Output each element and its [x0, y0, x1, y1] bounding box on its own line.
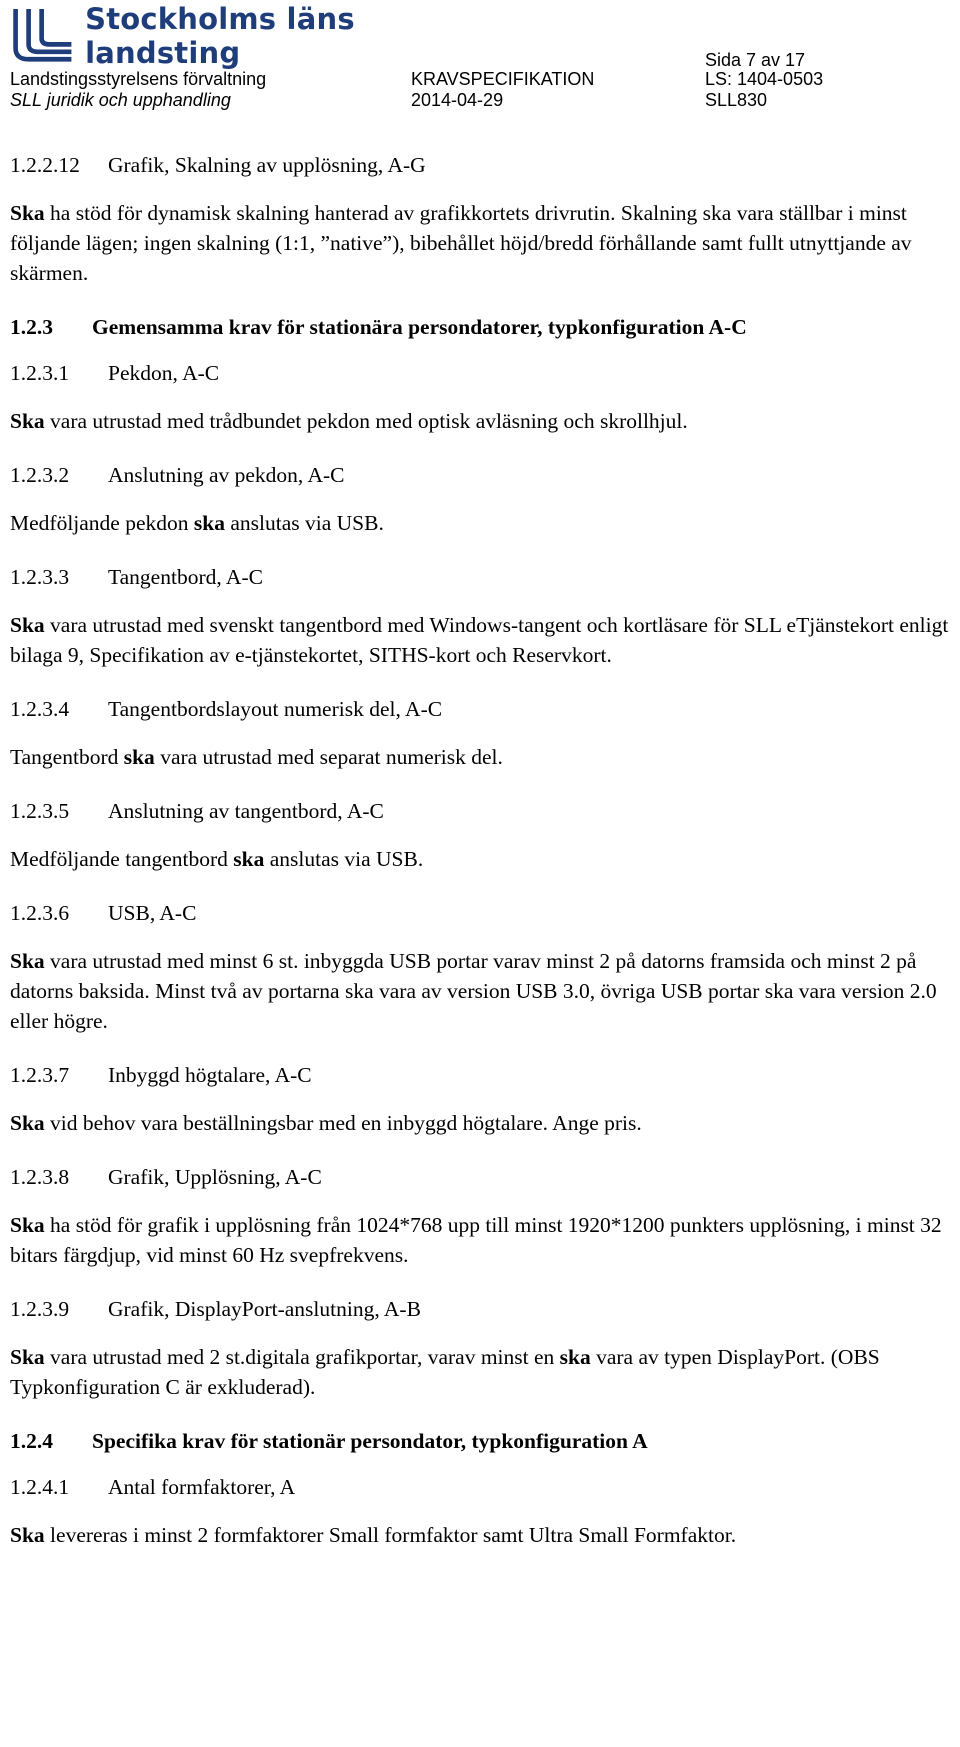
page-number: Sida 7 av 17: [705, 50, 806, 70]
heading-number: 1.2.3: [10, 315, 53, 339]
heading-title: Anslutning av pekdon, A-C: [108, 463, 345, 487]
heading-number: 1.2.3.4: [10, 697, 70, 721]
heading-title: Pekdon, A-C: [108, 361, 220, 385]
document-code: SLL830: [705, 90, 768, 110]
requirement-paragraph: [10, 198, 950, 288]
requirement-text: levereras i minst 2 formfaktorer Small formfaktor samt Ultra Small Formfaktor.: [44, 1523, 737, 1547]
heading-title: Gemensamma krav för stationära persondatorer, typkonfiguration A-C: [92, 315, 747, 339]
heading-title: Specifika krav för stationär persondator, typkonfiguration A: [92, 1429, 648, 1453]
subsection-heading: [10, 1060, 950, 1090]
requirement-paragraph: [10, 406, 950, 436]
heading-title: Grafik, Upplösning, A-C: [108, 1165, 322, 1189]
requirement-keyword: Ska: [10, 949, 45, 973]
requirement-keyword: Ska: [10, 1213, 45, 1237]
requirement-text: vara utrustad med svenskt tangentbord med Windows-tangent och kortläsare för SLL eTjänstekort enligt bilaga 9, Specifikation av e-tjänstekortet, SITHS-kort och Reservkort.: [10, 613, 949, 667]
subsection-heading: [10, 1162, 950, 1192]
requirement-text: vara utrustad med 2 st.digitala grafikportar, varav minst en: [44, 1345, 560, 1369]
document-type: KRAVSPECIFIKATION: [411, 69, 595, 89]
requirement-text: Medföljande pekdon: [10, 511, 194, 535]
requirement-paragraph: [10, 946, 950, 1036]
requirement-text: ha stöd för dynamisk skalning hanterad av grafikkortets drivrutin. Skalning ska vara ställbar i minst följande lägen; ingen skalning (1:1, ”native”), bibehållet höjd/bredd förhållande samt fullt utnyttjande av skärmen.: [10, 201, 912, 285]
requirement-keyword: Ska: [10, 409, 45, 433]
subsection-heading: [10, 1294, 950, 1324]
requirement-paragraph: [10, 1520, 950, 1550]
requirement-keyword: Ska: [10, 1523, 45, 1547]
requirement-paragraph: [10, 1108, 950, 1138]
heading-title: Antal formfaktorer, A: [108, 1475, 296, 1499]
document-body: [10, 150, 950, 1574]
logo-text: Stockholms läns landsting: [85, 2, 355, 70]
document-date: 2014-04-29: [411, 90, 504, 110]
heading-number: 1.2.3.3: [10, 565, 70, 589]
requirement-text: vara utrustad med separat numerisk del.: [154, 745, 503, 769]
subsection-heading: [10, 1472, 950, 1502]
requirement-paragraph: [10, 742, 950, 772]
subsection-heading: [10, 460, 950, 490]
heading-number: 1.2.2.12: [10, 153, 80, 177]
subsection-heading: [10, 562, 950, 592]
heading-title: Anslutning av tangentbord, A-C: [108, 799, 384, 823]
subsection-heading: [10, 796, 950, 826]
requirement-text: anslutas via USB.: [224, 511, 384, 535]
requirement-text: vid behov vara beställningsbar med en inbyggd högtalare. Ange pris.: [44, 1111, 642, 1135]
heading-number: 1.2.3.9: [10, 1297, 70, 1321]
requirement-keyword: Ska: [10, 201, 45, 225]
requirement-text: Medföljande tangentbord: [10, 847, 234, 871]
heading-title: Tangentbord, A-C: [108, 565, 263, 589]
requirement-keyword: Ska: [10, 613, 45, 637]
requirement-keyword: Ska: [10, 1345, 45, 1369]
heading-number: 1.2.3.8: [10, 1165, 70, 1189]
requirement-keyword: ska: [193, 511, 225, 535]
section-heading: [10, 312, 950, 342]
requirement-text: vara av typen DisplayPort. (OBS Typkonfiguration C är exkluderad).: [10, 1345, 880, 1399]
requirement-text: ha stöd för grafik i upplösning från 1024*768 upp till minst 1920*1200 punkters upplösning, i minst 32 bitars färgdjup, vid minst 60 Hz svepfrekvens.: [10, 1213, 942, 1267]
requirement-paragraph: [10, 508, 950, 538]
requirement-paragraph: [10, 610, 950, 670]
heading-number: 1.2.3.6: [10, 901, 70, 925]
subsection-heading: [10, 898, 950, 928]
heading-number: 1.2.3.7: [10, 1063, 70, 1087]
heading-title: Tangentbordslayout numerisk del, A-C: [108, 697, 443, 721]
heading-number: 1.2.4.1: [10, 1475, 70, 1499]
requirement-keyword: ska: [233, 847, 265, 871]
requirement-paragraph: [10, 1342, 950, 1402]
subsection-heading: [10, 150, 950, 180]
org-unit: SLL juridik och upphandling: [10, 90, 231, 110]
requirement-paragraph: [10, 844, 950, 874]
requirement-text: Tangentbord: [10, 745, 124, 769]
heading-title: USB, A-C: [108, 901, 197, 925]
heading-title: Grafik, Skalning av upplösning, A-G: [108, 153, 426, 177]
requirement-keyword: Ska: [10, 1111, 45, 1135]
section-heading: [10, 1426, 950, 1456]
requirement-keyword: ska: [123, 745, 155, 769]
reference-number: LS: 1404-0503: [705, 69, 824, 89]
subsection-heading: [10, 358, 950, 388]
heading-title: Inbyggd högtalare, A-C: [108, 1063, 312, 1087]
heading-number: 1.2.3.2: [10, 463, 70, 487]
requirement-text: vara utrustad med trådbundet pekdon med optisk avläsning och skrollhjul.: [44, 409, 688, 433]
org-name: Landstingsstyrelsens förvaltning: [10, 69, 267, 89]
heading-title: Grafik, DisplayPort-anslutning, A-B: [108, 1297, 421, 1321]
subsection-heading: [10, 694, 950, 724]
sll-logo-icon: [10, 5, 75, 67]
organization-logo: [10, 2, 490, 70]
heading-number: 1.2.4: [10, 1429, 53, 1453]
requirement-text: vara utrustad med minst 6 st. inbyggda USB portar varav minst 2 på datorns framsida och minst 2 på datorns baksida. Minst två av portarna ska vara av version USB 3.0, övriga USB portar ska vara version 2.0 eller högre.: [10, 949, 937, 1033]
heading-number: 1.2.3.5: [10, 799, 70, 823]
heading-number: 1.2.3.1: [10, 361, 70, 385]
requirement-text: anslutas via USB.: [264, 847, 424, 871]
requirement-keyword: ska: [559, 1345, 591, 1369]
requirement-paragraph: [10, 1210, 950, 1270]
